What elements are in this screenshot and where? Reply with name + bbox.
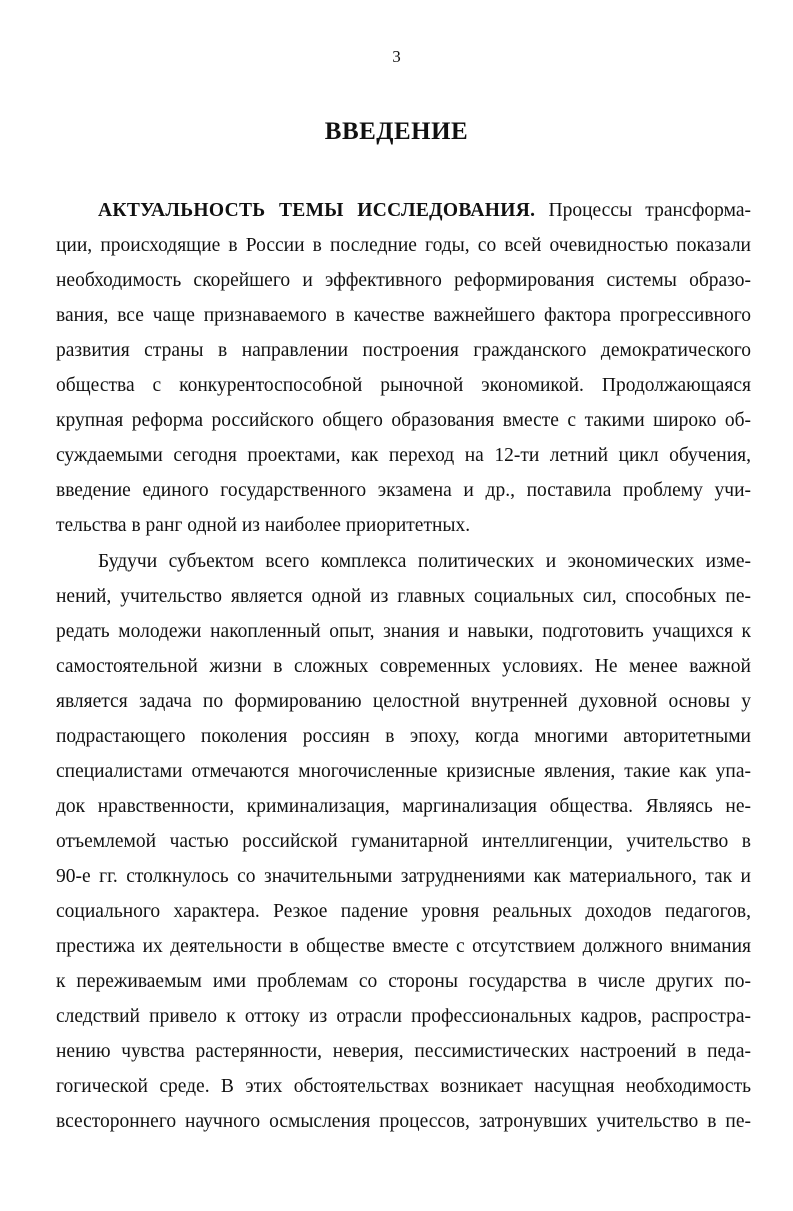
text-line: Будучи субъектом всего комплекса политических и экономических изме- [98, 551, 751, 572]
paragraph-teachers-role [56, 544, 751, 1139]
text-line: нению чувства растерянности, неверия, пессимистических настроений в педа- [56, 1041, 751, 1062]
text-line: всестороннего научного осмысления процессов, затронувших учительство в пе- [56, 1111, 751, 1132]
document-body [56, 193, 751, 1139]
text-line: подрастающего поколения россиян в эпоху, когда многими авторитетными [56, 726, 751, 747]
text-line: является задача по формированию целостной внутренней духовной основы у [56, 691, 751, 712]
text-line-content: Процессы трансформа- [535, 200, 751, 221]
page-number: 3 [392, 47, 401, 66]
text-line: самостоятельной жизни в сложных современных условиях. Не менее важной [56, 656, 751, 677]
text-line: необходимость скорейшего и эффективного реформирования системы образо- [56, 270, 751, 291]
text-line: социального характера. Резкое падение уровня реальных доходов педагогов, [56, 901, 751, 922]
text-line: к переживаемым ими проблемам со стороны государства в числе других по- [56, 971, 751, 992]
section-lead-heading: АКТУАЛЬНОСТЬ ТЕМЫ ИССЛЕДОВАНИЯ. [98, 200, 536, 221]
text-line: престижа их деятельности в обществе вместе с отсутствием должного внимания [56, 936, 751, 957]
paragraph-relevance [56, 193, 751, 543]
text-line: общества с конкурентоспособной рыночной экономикой. Продолжающаяся [56, 375, 751, 396]
text-line: вания, все чаще признаваемого в качестве важнейшего фактора прогрессивного [56, 305, 751, 326]
text-line: крупная реформа российского общего образования вместе с такими широко об- [56, 410, 751, 431]
text-line: развития страны в направлении построения гражданского демократического [56, 340, 751, 361]
text-line: следствий привело к оттоку из отрасли профессиональных кадров, распростра- [56, 1006, 751, 1027]
text-line: тельства в ранг одной из наиболее приоритетных. [56, 515, 471, 536]
text-line: редать молодежи накопленный опыт, знания и навыки, подготовить учащихся к [56, 621, 751, 642]
text-line: док нравственности, криминализация, маргинализация общества. Являясь не- [56, 796, 751, 817]
text-line: отъемлемой частью российской гуманитарной интеллигенции, учительство в [56, 831, 751, 852]
text-line: нений, учительство является одной из главных социальных сил, способных пе- [56, 586, 751, 607]
text-line [56, 193, 751, 228]
text-line: суждаемыми сегодня проектами, как переход на 12-ти летний цикл обучения, [56, 445, 751, 466]
text-line: гогической среде. В этих обстоятельствах возникает насущная необходимость [56, 1076, 751, 1097]
text-line: ции, происходящие в России в последние годы, со всей очевидностью показали [56, 235, 751, 256]
text-line: введение единого государственного экзамена и др., поставила проблему учи- [56, 480, 751, 501]
text-line: специалистами отмечаются многочисленные кризисные явления, такие как упа- [56, 761, 751, 782]
text-line: 90-е гг. столкнулось со значительными затруднениями как материального, так и [56, 866, 751, 887]
page-title: ВВЕДЕНИЕ [324, 118, 469, 145]
